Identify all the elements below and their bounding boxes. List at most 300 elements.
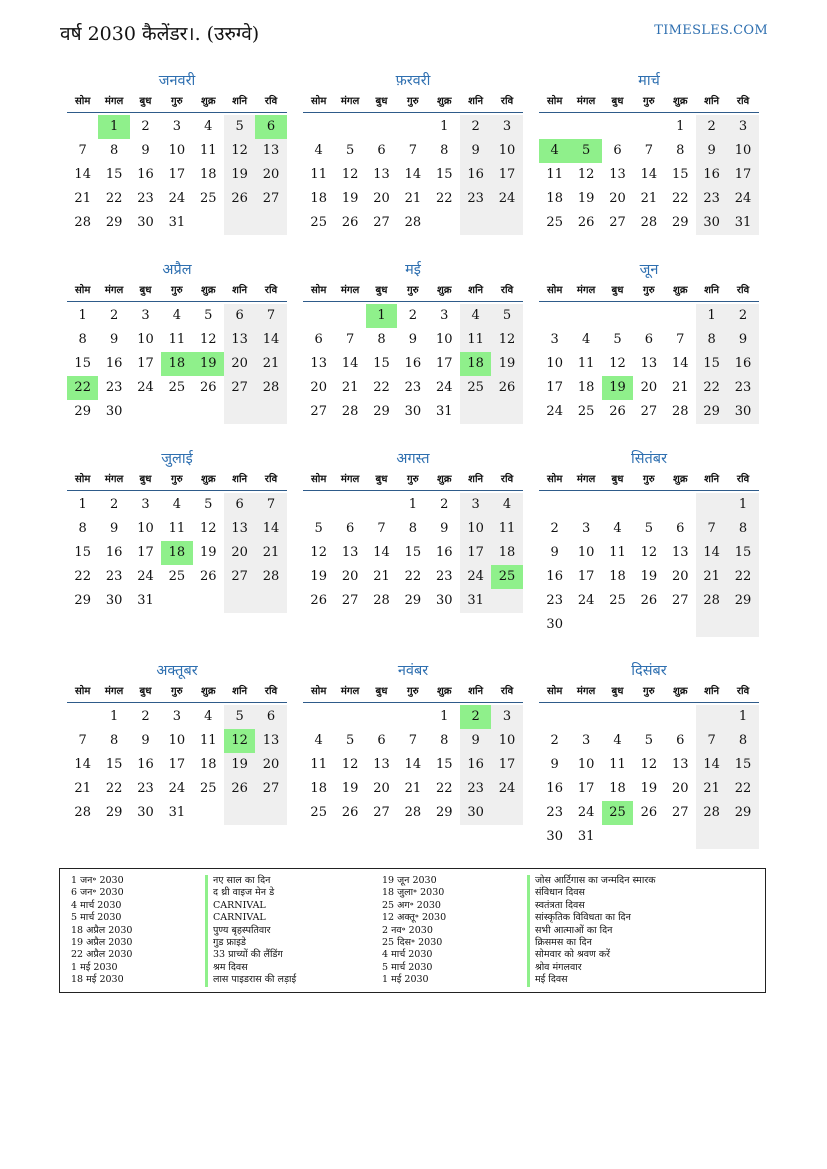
month-calendar <box>539 660 759 849</box>
day-cell: 2 <box>141 119 150 134</box>
holiday-entry: 19 जून 2030 <box>382 875 437 886</box>
weekday-label: मंगल <box>104 474 124 485</box>
weekday-header <box>539 281 759 302</box>
month-calendar <box>67 70 287 235</box>
day-cell: 13 <box>224 517 255 541</box>
day-cell: 24 <box>137 380 154 395</box>
day-cell: 25 <box>491 565 522 589</box>
day-cell: 7 <box>408 733 417 748</box>
day-cell: 21 <box>696 565 727 589</box>
empty-cell <box>366 115 397 139</box>
day-cell: 4 <box>539 139 570 163</box>
month-calendar <box>303 660 523 825</box>
day-cell: 9 <box>408 332 417 347</box>
day-cell: 27 <box>224 376 255 400</box>
weekday-label: बुध <box>611 96 624 107</box>
weekday-label: शनि <box>468 285 484 296</box>
empty-cell <box>255 801 286 825</box>
day-cell: 17 <box>727 163 758 187</box>
day-cell: 20 <box>373 781 390 796</box>
day-cell: 4 <box>613 521 622 536</box>
day-cell: 16 <box>105 356 123 371</box>
weekday-label: मंगल <box>576 686 596 697</box>
day-cell: 2 <box>727 304 758 328</box>
holiday-entry: 25 अग॰ 2030 <box>382 899 441 911</box>
empty-cell <box>255 589 286 613</box>
empty-cell <box>334 493 365 517</box>
day-cell: 9 <box>550 757 559 772</box>
weekday-label: रवि <box>500 285 514 296</box>
weekday-label: शनि <box>704 474 720 485</box>
day-cell: 12 <box>199 521 217 536</box>
day-cell: 27 <box>640 404 658 419</box>
day-cell: 9 <box>109 521 119 536</box>
weekday-header <box>303 470 523 491</box>
day-cell: 1 <box>676 119 685 134</box>
empty-cell <box>491 211 522 235</box>
day-cell: 10 <box>577 757 595 772</box>
day-cell: 4 <box>613 733 622 748</box>
day-cell: 17 <box>137 545 154 560</box>
day-cell: 29 <box>696 400 727 424</box>
day-cell: 29 <box>74 593 91 608</box>
day-cell: 27 <box>255 187 286 211</box>
day-cell: 14 <box>404 167 422 182</box>
day-cell: 7 <box>78 143 87 158</box>
weekday-label: बुध <box>375 474 388 485</box>
holiday-entry: नए साल का दिन <box>205 875 296 887</box>
empty-cell <box>727 613 758 637</box>
day-cell: 3 <box>460 493 491 517</box>
weekday-label: सोम <box>547 474 563 485</box>
empty-cell <box>255 400 286 424</box>
empty-cell <box>539 115 570 139</box>
day-cell: 4 <box>314 143 323 158</box>
day-cell: 19 <box>341 781 359 796</box>
weekday-label: मंगल <box>340 285 360 296</box>
weekday-label: गुरु <box>643 285 655 296</box>
holiday-entry: 4 मार्च 2030 <box>382 949 433 961</box>
weekday-label: गुरु <box>643 474 655 485</box>
month-calendar <box>67 448 287 613</box>
day-cell: 29 <box>74 404 91 419</box>
weekday-header <box>303 682 523 703</box>
month-name: अक्तूबर <box>156 663 198 679</box>
day-cell: 5 <box>613 332 622 347</box>
day-cell: 3 <box>550 332 559 347</box>
holiday-entry: 22 अप्रैल 2030 <box>71 949 133 961</box>
day-cell: 5 <box>345 733 355 748</box>
day-cell: 28 <box>640 215 658 230</box>
day-cell: 8 <box>109 733 119 748</box>
day-cell: 21 <box>671 380 689 395</box>
day-cell: 28 <box>341 404 359 419</box>
day-cell: 7 <box>644 143 653 158</box>
weekday-label: शनि <box>704 686 720 697</box>
day-cell: 10 <box>137 332 154 347</box>
weekday-header <box>303 92 523 113</box>
empty-cell <box>602 304 633 328</box>
day-cell: 25 <box>310 215 327 230</box>
empty-cell <box>224 400 255 424</box>
month-calendar <box>67 259 287 424</box>
day-cell: 13 <box>310 356 327 371</box>
weekday-label: गुरु <box>407 96 419 107</box>
day-cell: 28 <box>404 805 422 820</box>
holiday-entry: क्रिसमस का दिन <box>527 937 656 949</box>
day-cell: 7 <box>696 729 727 753</box>
day-cell: 6 <box>377 733 386 748</box>
holiday-entry: द थ्री वाइज मेन डे <box>205 887 296 899</box>
day-cell: 21 <box>696 777 727 801</box>
weekday-label: मंगल <box>340 686 360 697</box>
day-cell: 25 <box>199 191 217 206</box>
weekday-label: शुक्र <box>673 285 688 296</box>
day-cell: 5 <box>345 143 355 158</box>
day-cell: 24 <box>435 380 453 395</box>
day-cell: 27 <box>255 777 286 801</box>
day-grid <box>303 304 523 424</box>
weekday-label: सोम <box>311 686 327 697</box>
day-cell: 27 <box>224 565 255 589</box>
empty-cell <box>633 115 664 139</box>
empty-cell <box>539 493 570 517</box>
day-cell: 9 <box>460 729 491 753</box>
day-cell: 15 <box>696 352 727 376</box>
day-cell: 21 <box>255 352 286 376</box>
day-grid <box>67 705 287 825</box>
weekday-label: बुध <box>139 285 152 296</box>
day-cell: 19 <box>310 569 327 584</box>
weekday-label: सोम <box>75 686 91 697</box>
day-cell: 28 <box>74 215 91 230</box>
weekday-label: बुध <box>139 686 152 697</box>
day-cell: 5 <box>570 139 601 163</box>
site-link[interactable]: TIMESLES.COM <box>654 23 768 38</box>
day-cell: 12 <box>310 545 327 560</box>
empty-cell <box>193 400 224 424</box>
empty-cell <box>224 211 255 235</box>
day-cell: 26 <box>199 569 217 584</box>
day-cell: 24 <box>727 187 758 211</box>
empty-cell <box>696 705 727 729</box>
day-cell: 19 <box>224 163 255 187</box>
holiday-entry: 25 दिस॰ 2030 <box>382 937 443 949</box>
holiday-entry: 18 अप्रैल 2030 <box>71 924 133 936</box>
empty-cell <box>491 400 522 424</box>
day-cell: 7 <box>676 332 685 347</box>
weekday-label: शनि <box>232 285 248 296</box>
weekday-label: मंगल <box>340 474 360 485</box>
day-cell: 9 <box>141 143 150 158</box>
empty-cell <box>161 400 192 424</box>
day-cell: 14 <box>74 757 91 772</box>
day-cell: 15 <box>435 757 453 772</box>
empty-cell <box>491 801 522 825</box>
weekday-label: मंगल <box>576 96 596 107</box>
day-cell: 28 <box>255 565 286 589</box>
empty-cell <box>570 493 601 517</box>
weekday-label: शनि <box>704 285 720 296</box>
day-cell: 23 <box>546 805 563 820</box>
weekday-label: सोम <box>547 285 563 296</box>
day-cell: 16 <box>404 356 422 371</box>
day-grid <box>303 115 523 235</box>
day-grid <box>67 493 287 613</box>
empty-cell <box>161 589 192 613</box>
day-grid <box>303 493 523 613</box>
empty-cell <box>633 613 664 637</box>
day-cell: 25 <box>199 781 217 796</box>
empty-cell <box>602 825 633 849</box>
weekday-label: रवि <box>736 474 750 485</box>
day-cell: 7 <box>408 143 417 158</box>
holiday-entry: 1 मई 2030 <box>382 974 429 986</box>
holiday-entry: पुण्य बृहस्पतिवार <box>205 925 296 937</box>
day-cell: 11 <box>546 167 563 182</box>
day-grid <box>303 705 523 825</box>
day-cell: 23 <box>546 593 563 608</box>
weekday-label: सोम <box>75 285 91 296</box>
empty-cell <box>602 705 633 729</box>
weekday-header <box>303 281 523 302</box>
day-cell: 30 <box>137 805 154 820</box>
day-cell: 18 <box>546 191 563 206</box>
weekday-label: गुरु <box>643 686 655 697</box>
day-cell: 12 <box>609 356 626 371</box>
empty-cell <box>130 400 161 424</box>
day-cell: 16 <box>137 167 154 182</box>
day-cell: 8 <box>408 521 417 536</box>
day-grid <box>539 493 759 637</box>
day-cell: 10 <box>577 545 595 560</box>
day-cell: 17 <box>168 757 186 772</box>
empty-cell <box>665 304 696 328</box>
holiday-entry: संविधान दिवस <box>527 887 656 899</box>
day-cell: 17 <box>168 167 186 182</box>
month-name: जून <box>639 262 659 278</box>
empty-cell <box>224 589 255 613</box>
weekday-label: गुरु <box>171 285 183 296</box>
empty-cell <box>193 211 224 235</box>
day-cell: 14 <box>255 328 286 352</box>
weekday-label: शुक्र <box>673 96 688 107</box>
day-cell: 29 <box>404 593 422 608</box>
day-cell: 3 <box>491 705 522 729</box>
empty-cell <box>539 705 570 729</box>
empty-cell <box>460 400 491 424</box>
day-cell: 14 <box>373 545 390 560</box>
empty-cell <box>633 825 664 849</box>
day-cell: 25 <box>602 801 633 825</box>
empty-cell <box>460 211 491 235</box>
day-cell: 18 <box>609 569 626 584</box>
holiday-entry: सांस्कृतिक विविधता का दिन <box>527 912 656 924</box>
day-cell: 19 <box>577 191 595 206</box>
weekday-label: शुक्र <box>437 686 452 697</box>
day-cell: 25 <box>546 215 563 230</box>
day-cell: 12 <box>224 139 255 163</box>
day-cell: 13 <box>255 139 286 163</box>
empty-cell <box>665 613 696 637</box>
empty-cell <box>570 304 601 328</box>
day-cell: 2 <box>440 497 449 512</box>
day-cell: 11 <box>609 545 626 560</box>
day-cell: 23 <box>105 569 123 584</box>
empty-cell <box>696 825 727 849</box>
day-cell: 13 <box>255 729 286 753</box>
day-cell: 17 <box>491 163 522 187</box>
day-grid <box>539 705 759 849</box>
day-cell: 17 <box>460 541 491 565</box>
day-cell: 5 <box>314 521 323 536</box>
day-cell: 26 <box>310 593 327 608</box>
holiday-entry: 1 मई 2030 <box>71 961 118 973</box>
day-cell: 23 <box>435 569 453 584</box>
empty-cell <box>665 493 696 517</box>
holiday-entry: स्वतंत्रता दिवस <box>527 900 656 912</box>
empty-cell <box>539 304 570 328</box>
weekday-label: बुध <box>611 285 624 296</box>
holiday-entry: 5 मार्च 2030 <box>71 912 122 924</box>
empty-cell <box>727 825 758 849</box>
weekday-label: शुक्र <box>201 285 216 296</box>
weekday-header <box>67 281 287 302</box>
day-cell: 10 <box>727 139 758 163</box>
month-calendar <box>539 448 759 637</box>
day-cell: 13 <box>373 757 390 772</box>
day-cell: 10 <box>546 356 563 371</box>
day-cell: 15 <box>373 356 390 371</box>
day-cell: 8 <box>377 332 386 347</box>
empty-cell <box>696 493 727 517</box>
day-cell: 20 <box>341 569 359 584</box>
holiday-names-col-2 <box>527 875 656 987</box>
month-name: अप्रैल <box>162 262 192 278</box>
day-cell: 20 <box>671 569 689 584</box>
weekday-header <box>67 682 287 703</box>
day-cell: 9 <box>109 332 119 347</box>
weekday-label: सोम <box>75 96 91 107</box>
day-cell: 20 <box>255 753 286 777</box>
day-cell: 26 <box>224 777 255 801</box>
day-cell: 1 <box>408 497 417 512</box>
weekday-label: सोम <box>311 285 327 296</box>
weekday-label: रवि <box>264 285 278 296</box>
day-cell: 1 <box>440 709 449 724</box>
day-cell: 19 <box>640 781 658 796</box>
day-cell: 4 <box>460 304 491 328</box>
day-cell: 10 <box>168 733 186 748</box>
day-cell: 30 <box>696 211 727 235</box>
day-cell: 20 <box>640 380 658 395</box>
day-cell: 30 <box>546 617 563 632</box>
weekday-label: गुरु <box>407 285 419 296</box>
empty-cell <box>429 211 460 235</box>
day-cell: 3 <box>581 733 591 748</box>
empty-cell <box>397 115 428 139</box>
day-cell: 3 <box>141 308 150 323</box>
empty-cell <box>366 493 397 517</box>
day-cell: 7 <box>345 332 355 347</box>
day-cell: 15 <box>727 753 758 777</box>
month-name: नवंबर <box>397 663 429 679</box>
holiday-entry: 19 अप्रैल 2030 <box>71 937 133 949</box>
day-cell: 30 <box>404 404 422 419</box>
day-cell: 16 <box>460 753 491 777</box>
day-cell: 11 <box>491 517 522 541</box>
day-cell: 16 <box>546 569 563 584</box>
day-cell: 23 <box>696 187 727 211</box>
day-cell: 22 <box>404 569 422 584</box>
day-cell: 28 <box>373 593 390 608</box>
day-cell: 22 <box>671 191 689 206</box>
day-cell: 24 <box>491 777 522 801</box>
day-cell: 22 <box>435 191 453 206</box>
day-grid <box>67 115 287 235</box>
day-cell: 2 <box>460 115 491 139</box>
day-cell: 18 <box>199 757 217 772</box>
weekday-label: बुध <box>139 96 152 107</box>
day-cell: 17 <box>137 356 154 371</box>
day-cell: 2 <box>109 497 119 512</box>
day-cell: 8 <box>727 729 758 753</box>
weekday-label: रवि <box>500 96 514 107</box>
holiday-entry: 12 अक्तू॰ 2030 <box>382 912 447 924</box>
weekday-label: रवि <box>500 686 514 697</box>
empty-cell <box>224 801 255 825</box>
day-cell: 6 <box>224 493 255 517</box>
day-cell: 15 <box>404 545 422 560</box>
weekday-label: गुरु <box>407 474 419 485</box>
day-cell: 13 <box>640 356 658 371</box>
day-cell: 26 <box>640 805 658 820</box>
day-cell: 28 <box>696 801 727 825</box>
empty-cell <box>397 705 428 729</box>
day-cell: 18 <box>310 781 327 796</box>
empty-cell <box>665 705 696 729</box>
empty-cell <box>633 705 664 729</box>
empty-cell <box>570 115 601 139</box>
day-cell: 23 <box>727 376 758 400</box>
day-cell: 8 <box>440 733 449 748</box>
day-cell: 14 <box>696 753 727 777</box>
month-name: फ़रवरी <box>395 73 431 89</box>
day-cell: 23 <box>460 777 491 801</box>
weekday-label: सोम <box>75 474 91 485</box>
day-cell: 30 <box>137 215 154 230</box>
day-cell: 18 <box>161 541 192 565</box>
empty-cell <box>255 211 286 235</box>
day-cell: 29 <box>671 215 689 230</box>
day-cell: 14 <box>671 356 689 371</box>
weekday-label: सोम <box>311 474 327 485</box>
weekday-label: रवि <box>500 474 514 485</box>
day-cell: 20 <box>255 163 286 187</box>
holiday-entry: श्रोव मंगलवार <box>527 962 656 974</box>
holiday-entry: CARNIVAL <box>205 912 296 924</box>
day-grid <box>67 304 287 424</box>
day-cell: 11 <box>609 757 626 772</box>
day-cell: 19 <box>224 753 255 777</box>
day-cell: 19 <box>640 569 658 584</box>
day-cell: 21 <box>373 569 390 584</box>
month-calendar <box>303 259 523 424</box>
day-cell: 30 <box>105 404 123 419</box>
day-cell: 5 <box>491 304 522 328</box>
day-cell: 27 <box>671 593 689 608</box>
day-cell: 8 <box>696 328 727 352</box>
